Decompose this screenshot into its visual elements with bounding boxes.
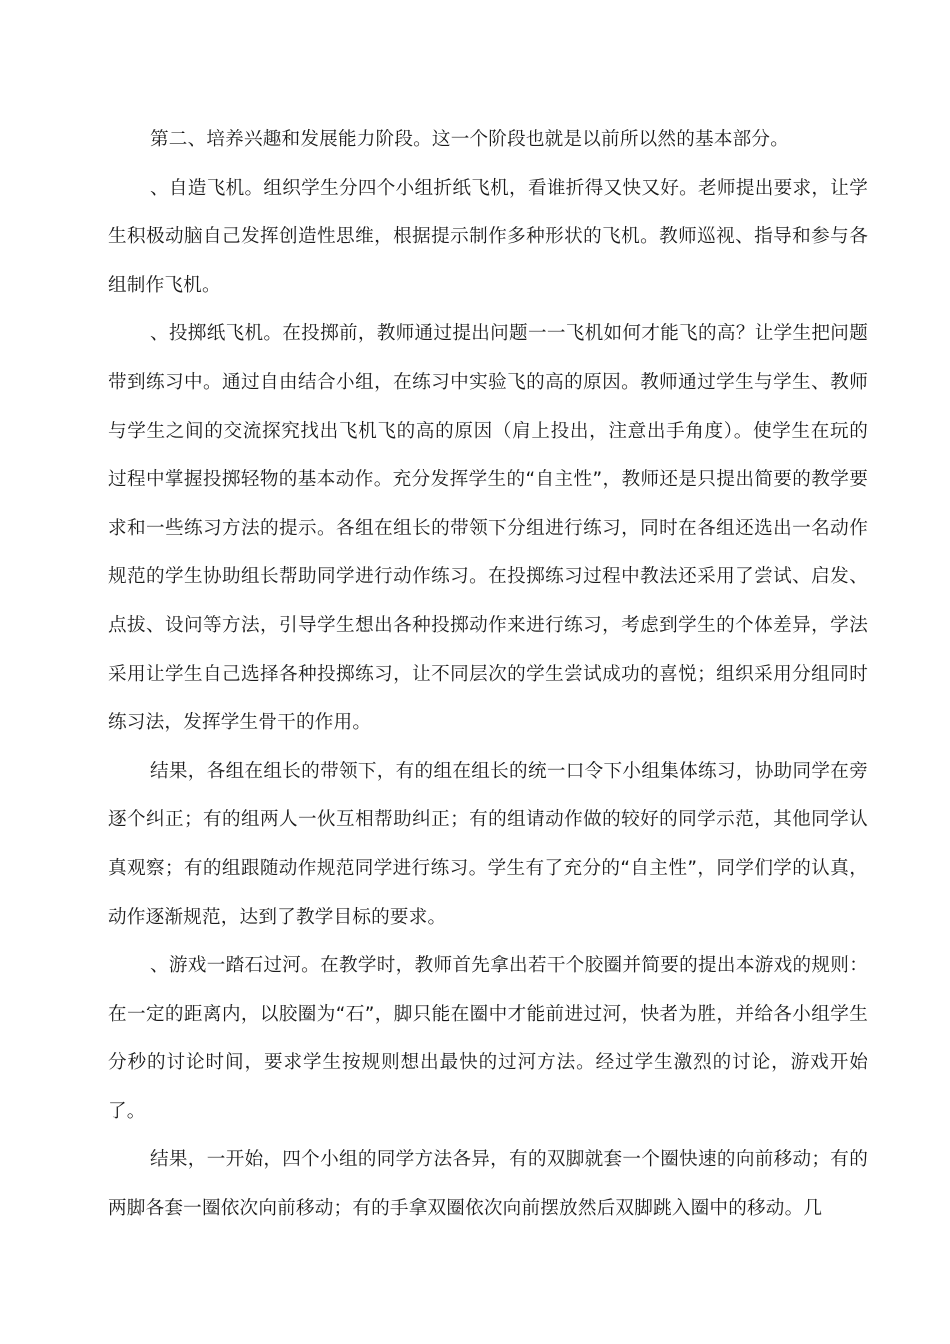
paragraph-result-two: 结果，一开始，四个小组的同学方法各异，有的双脚就套一个圈快速的向前移动；有的两脚各套一圈依次向前移动；有的手拿双圈依次向前摆放然后双脚跳入圈中的移动。几 — [108, 1149, 868, 1220]
paragraph-result-one: 结果，各组在组长的带领下，有的组在组长的统一口令下小组集体练习，协助同学在旁逐个纠正；有的组两人一伙互相帮助纠正；有的组请动作做的较好的同学示范，其他同学认真观察；有的组跟随动作规范同学进行练习。学生有了充分的“自主性”，同学们学的认真，动作逐渐规范，达到了教学目标的要求。 — [108, 760, 868, 928]
paragraph-game-river: 、游戏一踏石过河。在教学时，教师首先拿出若干个胶圈并简要的提出本游戏的规则：在一定的距离内，以胶圈为“石”，脚只能在圈中才能前进过河，快者为胜，并给各小组学生分秒的讨论时间，要求学生按规则想出最快的过河方法。经过学生激烈的讨论，游戏开始了。 — [108, 955, 868, 1122]
paragraph-throw-plane: 、投掷纸飞机。在投掷前，教师通过提出问题一一飞机如何才能飞的高？让学生把问题带到练习中。通过自由结合小组，在练习中实验飞的高的原因。教师通过学生与学生、教师与学生之间的交流探究找出飞机飞的高的原因（肩上投出，注意出手角度）。使学生在玩的过程中掌握投掷轻物的基本动作。充分发挥学生的“自主性”，教师还是只提出简要的教学要求和一些练习方法的提示。各组在组长的带领下分组进行练习，同时在各组还选出一名动作规范的学生协助组长帮助同学进行动作练习。在投掷练习过程中教法还采用了尝试、启发、点拔、设问等方法，引导学生想出各种投掷动作来进行练习，考虑到学生的个体差异，学法采用让学生自己选择各种投掷练习，让不同层次的学生尝试成功的喜悦；组织采用分组同时练习法，发挥学生骨干的作用。 — [108, 323, 868, 734]
document-body — [108, 116, 868, 1234]
paragraph-make-plane: 、自造飞机。组织学生分四个小组折纸飞机，看谁折得又快又好。老师提出要求，让学生积极动脑自己发挥创造性思维，根据提示制作多种形状的飞机。教师巡视、指导和参与各组制作飞机。 — [108, 177, 868, 296]
paragraph-stage-two: 第二、培养兴趣和发展能力阶段。这一个阶段也就是以前所以然的基本部分。 — [150, 129, 789, 150]
